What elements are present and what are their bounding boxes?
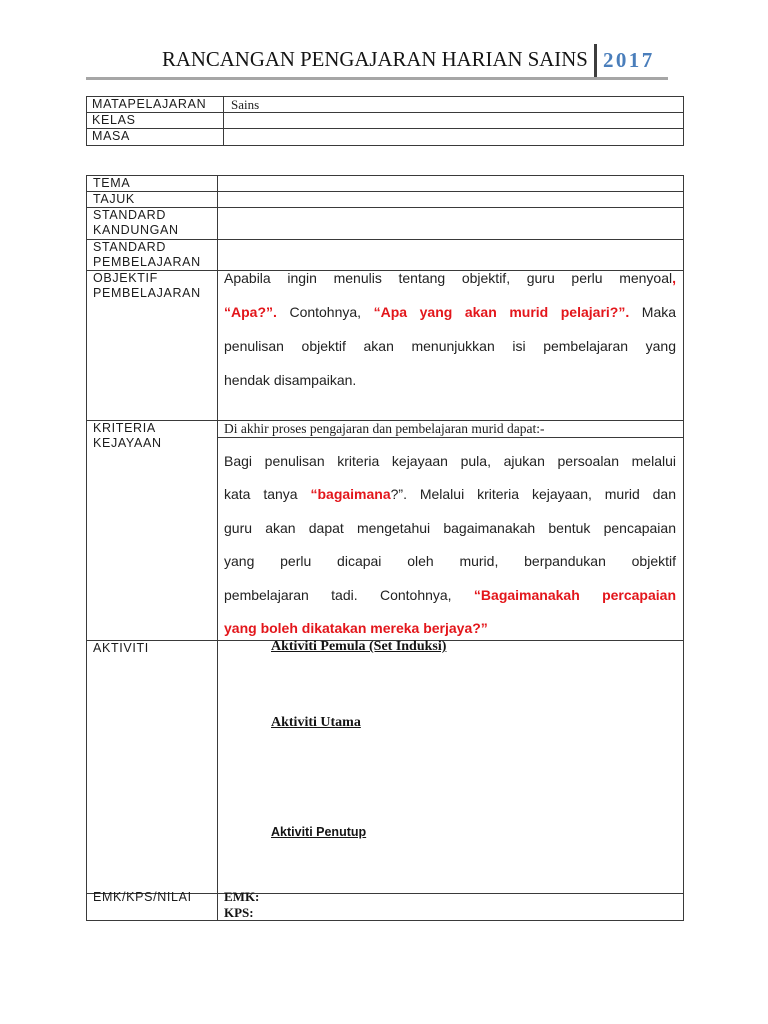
emk-kps-nilai-label-text: EMK/KPS/NILAI — [93, 890, 192, 904]
paragraph-line — [224, 329, 676, 363]
document-header — [0, 0, 768, 90]
subject-info-table — [86, 96, 684, 146]
emphasis-segment: “bagaimana — [310, 486, 391, 503]
aktiviti-pemula-heading: Aktiviti Pemula (Set Induksi) — [271, 639, 447, 654]
class-value — [224, 113, 684, 129]
text-segment: Contohnya, — [289, 304, 362, 320]
tema-label: TEMA — [87, 176, 218, 192]
paragraph-line — [224, 295, 676, 329]
document-title: RANCANGAN PENGAJARAN HARIAN SAINS — [162, 48, 588, 71]
text-segment: Apabila ingin menulis tentang objektif, guru perlu menyoal — [224, 270, 673, 286]
paragraph-line — [224, 545, 676, 578]
emk-label: EMK: — [224, 889, 260, 904]
emphasis-segment: “Apa yang akan murid pelajari?”. — [373, 304, 630, 320]
text-segment: yang perlu dicapai oleh murid, berpandukan objektif — [224, 553, 676, 570]
class-label: KELAS — [87, 113, 224, 129]
paragraph-line — [224, 363, 676, 397]
time-label: MASA — [87, 129, 224, 146]
tema-value — [218, 176, 684, 192]
subject-label: MATAPELAJARAN — [87, 97, 224, 113]
standard-pembelajaran-label: STANDARD PEMBELAJARAN — [87, 240, 218, 271]
header-divider — [594, 44, 597, 79]
objektif-pembelajaran-value — [218, 271, 684, 421]
objektif-paragraph — [218, 261, 683, 397]
aktiviti-value — [218, 641, 684, 894]
kriteria-kejayaan-value — [218, 421, 684, 641]
standard-kandungan-value — [218, 208, 684, 240]
paragraph-line — [224, 261, 676, 295]
tajuk-value — [218, 192, 684, 208]
aktiviti-penutup-heading: Aktiviti Penutup — [271, 825, 367, 839]
kriteria-kejayaan-label: KRITERIA KEJAYAAN — [87, 421, 218, 641]
paragraph-line — [224, 579, 676, 612]
paragraph-line — [224, 445, 676, 478]
text-segment: Bagi penulisan kriteria kejayaan pula, ajukan persoalan melalui — [224, 453, 676, 469]
paragraph-line — [224, 478, 676, 511]
text-segment: kata tanya — [224, 486, 298, 503]
text-segment: Maka — [641, 304, 677, 320]
text-segment: pembelajaran tadi. Contohnya, — [224, 586, 452, 603]
text-segment: hendak disampaikan. — [224, 372, 357, 388]
emphasis-segment: “Apa?”. — [224, 304, 277, 320]
kriteria-intro: Di akhir proses pengajaran dan pembelajaran murid dapat:- — [218, 421, 683, 438]
subject-value: Sains — [224, 97, 684, 113]
emphasis-segment: “Bagaimanakah percapaian — [473, 586, 677, 603]
aktiviti-label: AKTIVITI — [87, 641, 218, 894]
time-value — [224, 129, 684, 146]
document-year: 2017 — [603, 48, 655, 72]
emk-kps-list — [218, 889, 683, 921]
paragraph-line — [224, 512, 676, 545]
header-rule — [86, 77, 668, 80]
emk-kps-nilai-value — [218, 889, 684, 921]
aktiviti-utama-heading: Aktiviti Utama — [271, 715, 361, 730]
emphasis-segment: , — [672, 270, 676, 286]
text-segment: ?”. Melalui kriteria kejayaan, murid dan — [390, 486, 676, 503]
lesson-plan-table — [86, 175, 684, 921]
emk-kps-nilai-label — [87, 890, 218, 921]
tajuk-label: TAJUK — [87, 192, 218, 208]
text-segment: guru akan dapat mengetahui bagaimanakah bentuk pencapaian — [224, 519, 676, 536]
emphasis-segment: yang boleh dikatakan mereka berjaya?” — [224, 620, 488, 637]
kps-label: KPS: — [224, 905, 254, 920]
text-segment: penulisan objektif akan menunjukkan isi pembelajaran yang — [224, 338, 676, 354]
standard-kandungan-label: STANDARD KANDUNGAN — [87, 208, 218, 240]
objektif-pembelajaran-label: OBJEKTIF PEMBELAJARAN — [87, 271, 218, 421]
kriteria-paragraph — [218, 445, 683, 645]
